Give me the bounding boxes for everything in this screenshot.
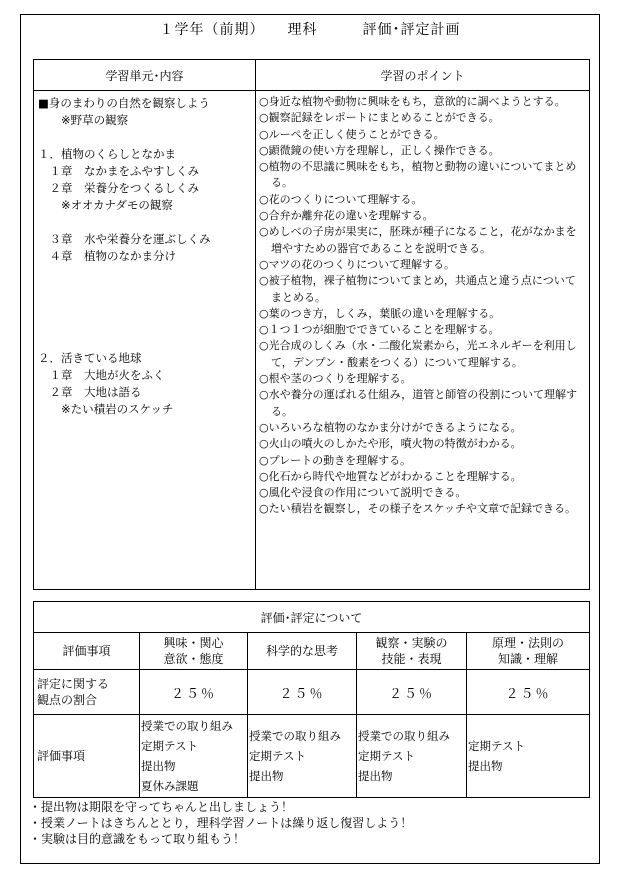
evaluation-item: 提出物	[249, 769, 284, 783]
point-item: ○風化や浸食の作用について説明できる。	[259, 486, 467, 500]
point-item: ○化石から時代や地質などがわかることを理解する。	[259, 469, 522, 483]
ratio-thinking: ２５％	[248, 670, 357, 715]
point-item: ○めしべの子房が果実に，胚珠が種子になること，花がなかまを増やすための器官であることを説明できる。	[259, 225, 577, 255]
items-knowledge	[467, 715, 590, 798]
point-list	[259, 94, 585, 518]
note-line: ・実験は目的意識をもって取り組もう！	[29, 832, 246, 846]
point-item: ○火山の噴火のしかたや形，噴火物の特徴がわかる。	[259, 437, 522, 451]
point-item: ○身近な植物や動物に興味をもち，意欲的に調べようとする。	[259, 95, 566, 108]
evaluation-ratio-row	[34, 670, 590, 715]
unit-line: ３章 水や栄養分を運ぶしくみ	[38, 232, 211, 246]
unit-line: １章 なかまをふやすしくみ	[38, 164, 199, 178]
unit-line	[38, 316, 251, 333]
unit-content-cell	[34, 91, 256, 590]
unit-line	[38, 265, 251, 282]
point-item: ○被子植物，裸子植物についてまとめ，共通点と違う点についてまとめる。	[259, 274, 576, 304]
unit-line	[38, 282, 251, 299]
point-item: ○顕微鏡の使い方を理解し，正しく操作できる。	[259, 143, 500, 157]
point-item: ○水や養分の運ばれる仕組み，道管と師管の役割について理解する。	[259, 388, 578, 418]
evaluation-items-row	[34, 715, 590, 798]
unit-line: ■身のまわりの自然を観察しよう	[38, 96, 210, 110]
evaluation-category-row	[34, 633, 590, 670]
page-title: １学年（前期） 理科 評価･評定計画	[159, 22, 461, 38]
plan-header-row	[34, 60, 590, 91]
ratio-skills: ２５％	[357, 670, 467, 715]
point-item: ○光合成のしくみ（水・二酸化炭素から，光エネルギーを利用して，デンプン・酸素をつくる）について理解する。	[259, 339, 577, 369]
evaluation-item: 夏休み課題	[141, 779, 199, 793]
notes	[29, 799, 589, 847]
evaluation-table	[33, 601, 590, 798]
category-skills: 観察・実験の 技能・表現	[357, 633, 467, 670]
unit-line: ※オオカナダモの観察	[38, 198, 173, 212]
point-item: ○１つ１つが細胞でできていることを理解する。	[259, 323, 500, 337]
point-column-header: 学習のポイント	[256, 60, 590, 91]
unit-line: ４章 植物のなかま分け	[38, 249, 176, 263]
learning-plan-table	[33, 59, 590, 590]
point-item: ○プレートの動きを理解する。	[259, 453, 412, 467]
unit-line	[38, 333, 251, 350]
evaluation-item: 授業での取り組み	[358, 729, 450, 743]
unit-column-header: 学習単元･内容	[34, 60, 256, 91]
unit-line: ２章 栄養分をつくるしくみ	[38, 181, 199, 195]
item-list	[140, 716, 247, 796]
evaluation-item: 授業での取り組み	[249, 729, 341, 743]
note-line: ・提出物は期限を守ってちゃんと出しましょう！	[29, 800, 294, 814]
unit-line: ※たい積岩のスケッチ	[38, 402, 174, 416]
point-item: ○マツの花のつくりについて理解する。	[259, 257, 456, 271]
unit-line	[38, 214, 251, 231]
unit-list	[38, 95, 251, 418]
evaluation-item: 定期テスト	[358, 749, 416, 763]
evaluation-item: 定期テスト	[249, 749, 307, 763]
point-item: ○葉のつき方，しくみ，葉脈の違いを理解する。	[259, 306, 501, 320]
unit-line: ２章 大地は語る	[38, 385, 142, 399]
document-page	[20, 14, 600, 864]
unit-line	[38, 299, 251, 316]
point-item: ○合弁か離弁花の違いを理解する。	[259, 209, 434, 223]
plan-body-row	[34, 91, 590, 590]
category-thinking: 科学的な思考	[248, 633, 357, 670]
unit-line: ※野草の観察	[38, 113, 129, 127]
evaluation-item: 提出物	[468, 759, 503, 773]
evaluation-title: 評価･評定について	[34, 602, 590, 633]
items-interest	[140, 715, 248, 798]
unit-line: ２．活きている地球	[38, 351, 142, 365]
evaluation-item: 授業での取り組み	[141, 719, 233, 733]
items-thinking	[248, 715, 357, 798]
item-list	[467, 736, 589, 776]
ratio-interest: ２５％	[140, 670, 248, 715]
evaluation-item: 提出物	[358, 769, 393, 783]
ratio-knowledge: ２５％	[467, 670, 590, 715]
category-knowledge: 原理・法則の 知識・理解	[467, 633, 590, 670]
evaluation-item: 提出物	[141, 759, 176, 773]
point-content-cell	[256, 91, 590, 590]
category-row-label: 評価事項	[34, 633, 140, 670]
point-item: ○ルーペを正しく使うことができる。	[259, 127, 445, 141]
category-interest: 興味・関心 意欲・態度	[140, 633, 248, 670]
point-item: ○根や茎のつくりを理解する。	[259, 372, 412, 386]
item-list	[248, 726, 356, 786]
point-item: ○たい積岩を観察し，その様子をスケッチや文章で記録できる。	[259, 502, 577, 516]
unit-line: １．植物のくらしとなかま	[38, 147, 176, 161]
items-row-label: 評価事項	[34, 715, 140, 798]
point-item: ○観察記録をレポートにまとめることができる。	[259, 111, 500, 125]
item-list	[357, 726, 466, 786]
items-skills	[357, 715, 467, 798]
ratio-row-label: 評定に関する 観点の割合	[34, 670, 140, 715]
evaluation-title-row	[34, 602, 590, 633]
unit-line	[38, 129, 251, 146]
point-item: ○植物の不思議に興味をもち，植物と動物の違いについてまとめる。	[259, 160, 577, 190]
note-line: ・授業ノートはきちんととり，理科学習ノートは繰り返し復習しよう！	[29, 816, 413, 830]
evaluation-item: 定期テスト	[141, 739, 199, 753]
unit-line: １章 大地が火をふく	[38, 368, 165, 382]
point-item: ○花のつくりについて理解する。	[259, 192, 423, 206]
evaluation-item: 定期テスト	[468, 739, 526, 753]
point-item: ○いろいろな植物のなかま分けができるようになる。	[259, 420, 522, 434]
